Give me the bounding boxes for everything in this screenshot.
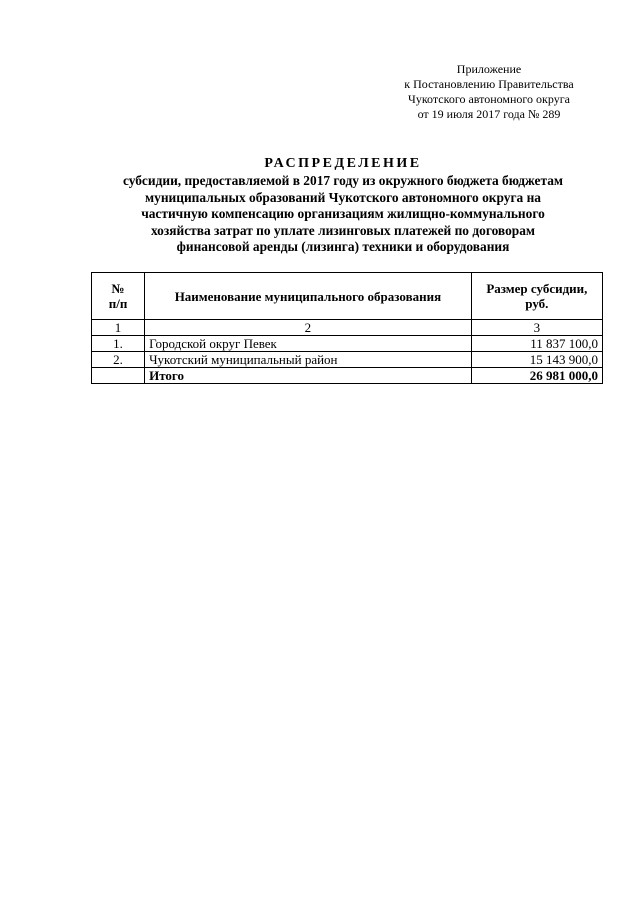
document-subtitle (70, 173, 616, 256)
header-number-abbr: п/п (108, 296, 128, 311)
appendix-header (380, 62, 598, 122)
table-row (92, 352, 603, 368)
document-heading (70, 155, 616, 256)
appendix-reference: к Постановлению Правительства (404, 77, 574, 91)
total-amount: 26 981 000,0 (471, 368, 602, 384)
row-number: 2. (92, 352, 145, 368)
total-number (92, 368, 145, 384)
subtitle-line: муниципальных образований Чукотского автономного округа на (145, 189, 541, 205)
row-number: 1. (92, 336, 145, 352)
subtitle-line: частичную компенсацию организациям жилищно-коммунального (141, 206, 545, 222)
column-number-cell: 1 (92, 320, 145, 336)
subsidy-amount: 11 837 100,0 (471, 336, 602, 352)
subtitle-line: финансовой аренды (лизинга) техники и оборудования (176, 239, 510, 255)
appendix-label: Приложение (456, 62, 522, 76)
appendix-date-number: от 19 июля 2017 года № 289 (417, 107, 561, 121)
header-amount-unit: руб. (525, 296, 549, 311)
document-title: РАСПРЕДЕЛЕНИЕ (264, 156, 422, 171)
column-number-cell: 2 (145, 320, 472, 336)
subsidy-amount: 15 143 900,0 (471, 352, 602, 368)
header-amount-label: Размер субсидии, (486, 281, 588, 296)
municipality-name: Чукотский муниципальный район (145, 352, 472, 368)
column-number-row (92, 320, 603, 336)
header-number-sign: № (111, 281, 125, 296)
appendix-authority: Чукотского автономного округа (408, 92, 570, 106)
total-label: Итого (145, 368, 472, 384)
header-amount (471, 273, 602, 320)
municipality-name: Городской округ Певек (145, 336, 472, 352)
total-row (92, 368, 603, 384)
table-row (92, 336, 603, 352)
table-header-row (92, 273, 603, 320)
subtitle-line: хозяйства затрат по уплате лизинговых платежей по договорам (150, 222, 536, 238)
header-municipality: Наименование муниципального образования (145, 273, 472, 320)
header-number (92, 273, 145, 320)
column-number-cell: 3 (471, 320, 602, 336)
subsidy-table (91, 272, 603, 384)
subtitle-line: субсидии, предоставляемой в 2017 году из окружного бюджета бюджетам (122, 173, 564, 188)
